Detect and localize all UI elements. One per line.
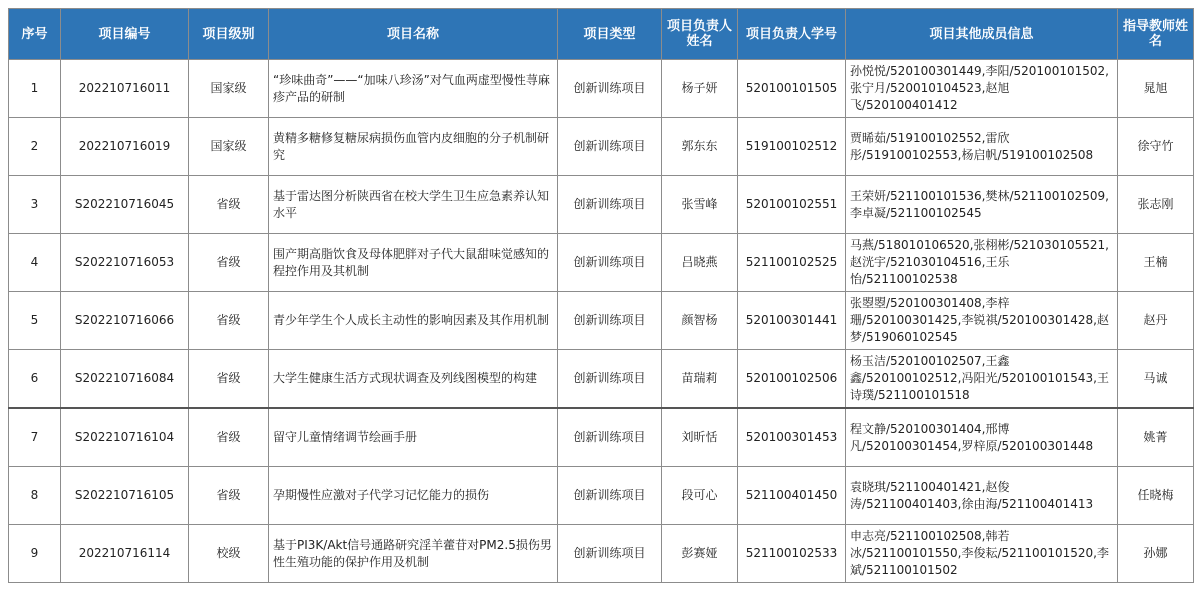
cell-leader-name: 郭东东 bbox=[662, 118, 738, 176]
cell-project-level: 省级 bbox=[189, 350, 269, 409]
cell-project-type: 创新训练项目 bbox=[558, 60, 662, 118]
cell-members: 马燕/518010106520,张栩彬/521030105521,赵洸宇/521030104516,王乐怡/521100102538 bbox=[846, 234, 1118, 292]
cell-members: 孙悦悦/520100301449,李阳/520100101502,张宁月/520010104523,赵旭飞/520100401412 bbox=[846, 60, 1118, 118]
cell-project-type: 创新训练项目 bbox=[558, 118, 662, 176]
cell-project-name: 基于PI3K/Akt信号通路研究淫羊藿苷对PM2.5损伤男性生殖功能的保护作用及机制 bbox=[269, 525, 558, 583]
cell-project-type: 创新训练项目 bbox=[558, 234, 662, 292]
cell-advisor: 赵丹 bbox=[1118, 292, 1194, 350]
cell-leader-id: 520100102506 bbox=[738, 350, 846, 409]
header-leader-id: 项目负责人学号 bbox=[738, 9, 846, 60]
cell-project-type: 创新训练项目 bbox=[558, 525, 662, 583]
cell-project-level: 省级 bbox=[189, 408, 269, 467]
cell-leader-name: 张雪峰 bbox=[662, 176, 738, 234]
cell-advisor: 王楠 bbox=[1118, 234, 1194, 292]
cell-members: 申志亮/521100102508,韩若冰/521100101550,李俊耘/521100101520,李斌/521100101502 bbox=[846, 525, 1118, 583]
table-row bbox=[9, 118, 1194, 176]
cell-index: 4 bbox=[9, 234, 61, 292]
cell-project-name: 孕期慢性应激对子代学习记忆能力的损伤 bbox=[269, 467, 558, 525]
cell-leader-id: 520100102551 bbox=[738, 176, 846, 234]
cell-project-type: 创新训练项目 bbox=[558, 350, 662, 409]
header-name: 项目名称 bbox=[269, 9, 558, 60]
cell-index: 3 bbox=[9, 176, 61, 234]
cell-project-code: 202210716019 bbox=[61, 118, 189, 176]
cell-leader-name: 颜智杨 bbox=[662, 292, 738, 350]
cell-project-name: 青少年学生个人成长主动性的影响因素及其作用机制 bbox=[269, 292, 558, 350]
table-body bbox=[9, 60, 1194, 583]
cell-project-level: 省级 bbox=[189, 234, 269, 292]
cell-leader-name: 吕晓燕 bbox=[662, 234, 738, 292]
cell-leader-name: 段可心 bbox=[662, 467, 738, 525]
cell-index: 9 bbox=[9, 525, 61, 583]
cell-leader-id: 521100102525 bbox=[738, 234, 846, 292]
cell-members: 程文静/520100301404,邢博凡/520100301454,罗梓原/520100301448 bbox=[846, 408, 1118, 467]
cell-index: 6 bbox=[9, 350, 61, 409]
table-row bbox=[9, 467, 1194, 525]
cell-leader-id: 520100101505 bbox=[738, 60, 846, 118]
cell-project-type: 创新训练项目 bbox=[558, 176, 662, 234]
table-row bbox=[9, 292, 1194, 350]
cell-project-type: 创新训练项目 bbox=[558, 292, 662, 350]
cell-project-name: 大学生健康生活方式现状调查及列线图模型的构建 bbox=[269, 350, 558, 409]
cell-members: 贾晞茹/519100102552,雷欣彤/519100102553,杨启帆/519100102508 bbox=[846, 118, 1118, 176]
cell-leader-name: 刘昕恬 bbox=[662, 408, 738, 467]
table-row bbox=[9, 234, 1194, 292]
cell-advisor: 孙娜 bbox=[1118, 525, 1194, 583]
cell-project-name: 黄精多糖修复糖尿病损伤血管内皮细胞的分子机制研究 bbox=[269, 118, 558, 176]
cell-advisor: 徐守竹 bbox=[1118, 118, 1194, 176]
cell-leader-name: 杨子妍 bbox=[662, 60, 738, 118]
header-members: 项目其他成员信息 bbox=[846, 9, 1118, 60]
table-row bbox=[9, 408, 1194, 467]
cell-project-code: 202210716114 bbox=[61, 525, 189, 583]
header-advisor: 指导教师姓名 bbox=[1118, 9, 1194, 60]
cell-project-level: 国家级 bbox=[189, 118, 269, 176]
cell-index: 8 bbox=[9, 467, 61, 525]
cell-project-code: S202210716053 bbox=[61, 234, 189, 292]
cell-advisor: 姚菁 bbox=[1118, 408, 1194, 467]
cell-leader-id: 521100401450 bbox=[738, 467, 846, 525]
table-row bbox=[9, 350, 1194, 409]
cell-project-code: S202210716105 bbox=[61, 467, 189, 525]
table-row bbox=[9, 176, 1194, 234]
cell-project-type: 创新训练项目 bbox=[558, 467, 662, 525]
cell-project-code: S202210716104 bbox=[61, 408, 189, 467]
cell-leader-name: 彭赛娅 bbox=[662, 525, 738, 583]
cell-project-type: 创新训练项目 bbox=[558, 408, 662, 467]
cell-project-level: 校级 bbox=[189, 525, 269, 583]
cell-index: 5 bbox=[9, 292, 61, 350]
table-row bbox=[9, 525, 1194, 583]
cell-members: 杨玉洁/520100102507,王鑫鑫/520100102512,冯阳光/520100101543,王诗璞/521100101518 bbox=[846, 350, 1118, 409]
cell-project-code: S202210716066 bbox=[61, 292, 189, 350]
header-index: 序号 bbox=[9, 9, 61, 60]
table-header bbox=[9, 9, 1194, 60]
cell-project-name: 基于雷达图分析陕西省在校大学生卫生应急素养认知水平 bbox=[269, 176, 558, 234]
header-code: 项目编号 bbox=[61, 9, 189, 60]
table-row bbox=[9, 60, 1194, 118]
header-leader: 项目负责人姓名 bbox=[662, 9, 738, 60]
project-table bbox=[8, 8, 1194, 583]
cell-leader-id: 519100102512 bbox=[738, 118, 846, 176]
cell-advisor: 晁旭 bbox=[1118, 60, 1194, 118]
cell-leader-name: 苗瑞莉 bbox=[662, 350, 738, 409]
cell-advisor: 马诚 bbox=[1118, 350, 1194, 409]
cell-members: 袁晓琪/521100401421,赵俊涛/521100401403,徐由海/521100401413 bbox=[846, 467, 1118, 525]
cell-advisor: 任晓梅 bbox=[1118, 467, 1194, 525]
cell-project-code: S202210716084 bbox=[61, 350, 189, 409]
header-level: 项目级别 bbox=[189, 9, 269, 60]
cell-project-code: 202210716011 bbox=[61, 60, 189, 118]
cell-project-level: 省级 bbox=[189, 467, 269, 525]
cell-leader-id: 520100301441 bbox=[738, 292, 846, 350]
cell-project-name: 留守儿童情绪调节绘画手册 bbox=[269, 408, 558, 467]
cell-project-level: 省级 bbox=[189, 176, 269, 234]
cell-index: 2 bbox=[9, 118, 61, 176]
cell-leader-id: 520100301453 bbox=[738, 408, 846, 467]
cell-members: 王荣妍/521100101536,樊林/521100102509,李卓凝/521100102545 bbox=[846, 176, 1118, 234]
cell-advisor: 张志刚 bbox=[1118, 176, 1194, 234]
cell-leader-id: 521100102533 bbox=[738, 525, 846, 583]
header-type: 项目类型 bbox=[558, 9, 662, 60]
cell-project-code: S202210716045 bbox=[61, 176, 189, 234]
cell-index: 1 bbox=[9, 60, 61, 118]
cell-project-name: 围产期高脂饮食及母体肥胖对子代大鼠甜味觉感知的程控作用及其机制 bbox=[269, 234, 558, 292]
cell-index: 7 bbox=[9, 408, 61, 467]
cell-project-level: 国家级 bbox=[189, 60, 269, 118]
cell-project-level: 省级 bbox=[189, 292, 269, 350]
cell-project-name: “珍味曲奇”——“加味八珍汤”对气血两虚型慢性荨麻疹产品的研制 bbox=[269, 60, 558, 118]
cell-members: 张曌曌/520100301408,李梓珊/520100301425,李锐祺/520100301428,赵梦/519060102545 bbox=[846, 292, 1118, 350]
